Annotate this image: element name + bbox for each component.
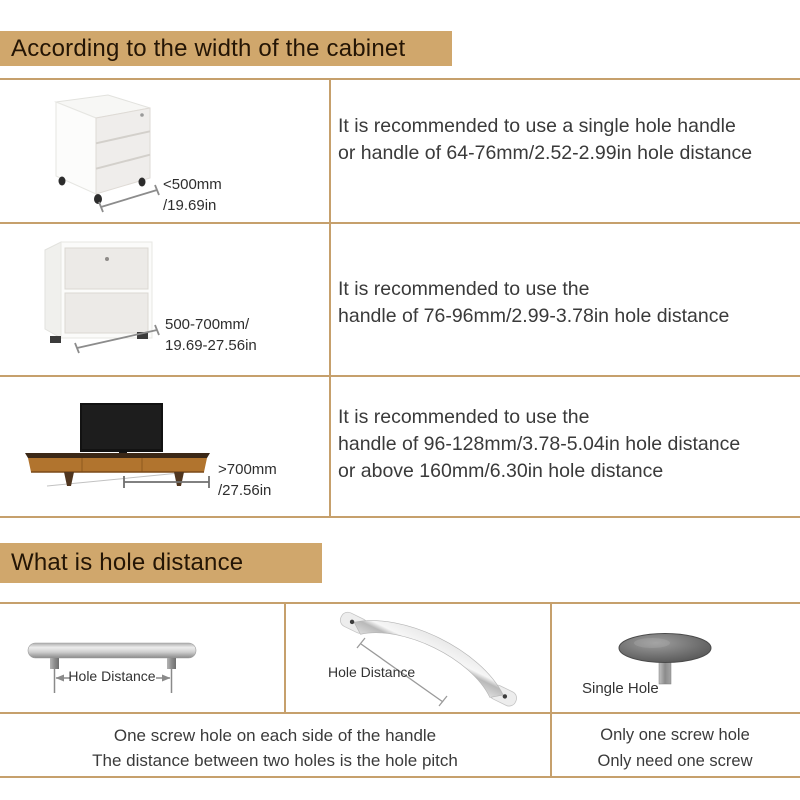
hole-table-divider-1 <box>284 602 286 712</box>
width-section-title: According to the width of the cabinet <box>11 34 406 62</box>
hole-table-row-divider <box>0 712 800 714</box>
width-label-row1: <500mm /19.69in <box>163 176 222 214</box>
straight-handle-hole-distance-label: Hole Distance <box>68 668 156 684</box>
knob-notes: Only one screw hole Only need one screw <box>597 726 753 770</box>
width-label-row3: >700mm /27.56in <box>218 461 277 499</box>
table-border-top <box>0 78 800 80</box>
width-section-banner <box>0 31 452 66</box>
recommendation-row1: It is recommended to use a single hole handle or handle of 64-76mm/2.52-2.99in hole distance <box>338 115 753 164</box>
recommendation-row3: It is recommended to use the handle of 96-128mm/3.78-5.04in hole distance or above 160mm/6.30in hole distance <box>338 406 741 482</box>
handle-notes: One screw hole on each side of the handle The distance between two holes is the hole pitch <box>92 726 458 770</box>
hole-distance-banner <box>0 543 322 583</box>
hole-section-title: What is hole distance <box>11 549 244 576</box>
three-drawer-cabinet-illustration <box>38 92 163 214</box>
single-hole-label: Single Hole <box>582 680 659 697</box>
table-column-divider <box>329 78 331 518</box>
straight-handle-illustration <box>22 612 262 704</box>
curved-handle-illustration <box>295 602 545 710</box>
curved-handle-hole-distance-label: Hole Distance <box>328 664 416 680</box>
width-label-row2: 500-700mm/ 19.69-27.56in <box>165 316 257 354</box>
table-border-bottom <box>0 516 800 518</box>
table-row-divider-1 <box>0 222 800 224</box>
table-row-divider-2 <box>0 375 800 377</box>
dimension-line <box>124 476 209 488</box>
tv-stand-illustration <box>12 398 232 502</box>
two-drawer-cabinet-illustration <box>32 236 172 356</box>
hole-table-border-bottom <box>0 776 800 778</box>
recommendation-row2: It is recommended to use the handle of 76-96mm/2.99-3.78in hole distance <box>338 278 730 327</box>
